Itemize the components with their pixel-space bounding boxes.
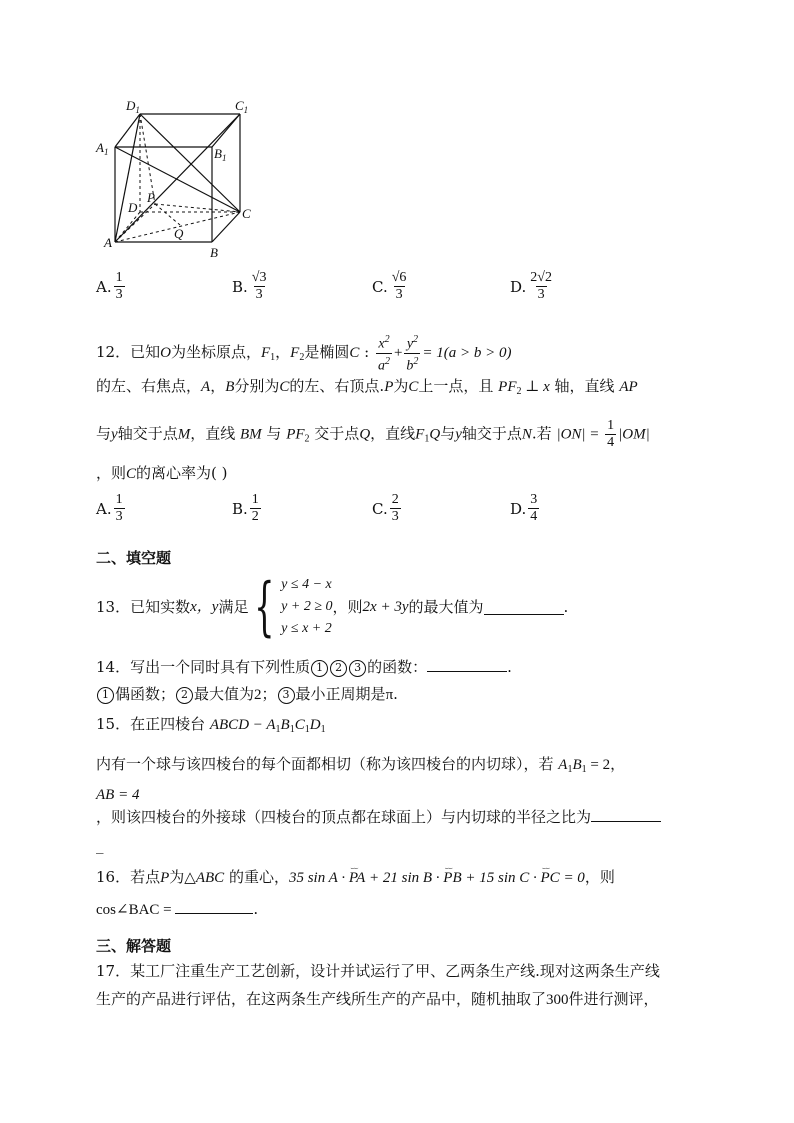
q16-line2: cos∠BAC = . <box>96 900 259 918</box>
q17-line1: 17．某工厂注重生产工艺创新，设计并试运行了甲、乙两条生产线.现对这两条生产线 <box>96 962 660 980</box>
system-brace: { <box>254 570 275 644</box>
circled-2: 2 <box>330 660 347 677</box>
q14-line1: 14．写出一个同时具有下列性质 1 2 3 的函数： . <box>96 658 512 676</box>
label-B: B <box>210 245 218 260</box>
q15-line2: 内有一个球与该四棱台的每个面都相切（称为该四棱台的内切球），若 $A_1B_1 = 2$， <box>96 755 626 775</box>
label-B1: $B_1$ <box>214 146 227 163</box>
label-C1: $C_1$ <box>235 98 249 115</box>
label-P: P <box>147 190 155 205</box>
q12-line3: 与y轴交于点M，直线 BM 与 $PF_2$ 交于点Q，直线$F_1Q$与y轴交于点N.若 |ON| = $\frac{1}{4}$ |OM| <box>96 418 650 450</box>
q12-option-c[interactable]: C. $\frac{2}{3}$ <box>372 492 399 524</box>
q12-line4: ，则C的离心率为( ) <box>96 464 228 482</box>
q16-line1: 16．若点P为△ABC 的重心，35 sin A · ⌣⌣ PA + 21 sin B · ⌣⌣ PB + 15 sin C · ⌣⌣ PC = 0，则 <box>96 866 615 889</box>
section-heading-answer: 三、解答题 <box>96 937 172 955</box>
circled-3: 3 <box>349 660 366 677</box>
q13-answer-blank[interactable] <box>484 600 564 615</box>
q14-answer-blank[interactable] <box>427 657 507 672</box>
q15-line4: ，则该四棱台的外接球（四棱台的顶点都在球面上）与内切球的半径之比为 <box>96 806 661 828</box>
q11-option-c[interactable]: C. $\frac{√6}{3}$ <box>372 270 407 302</box>
label-D: D <box>128 200 138 215</box>
q16-answer-blank[interactable] <box>175 899 253 914</box>
circled-1: 1 <box>311 660 328 677</box>
q15-line3: AB = 4 <box>96 787 140 803</box>
q11-option-b[interactable]: B. $\frac{√3}{3}$ <box>232 270 267 302</box>
q12-line1: 12．已知O为坐标原点，$F_1$，$F_2$是椭圆C : $\frac{x^2}{a^2}$ + $\frac{y^2}{b^2}$ = 1(a > b > 0) <box>96 334 512 374</box>
label-D1: $D_1$ <box>126 98 140 115</box>
q14-line2: 1 偶函数； 2 最大值为2； 3 最小正周期是π. <box>96 683 398 706</box>
q12-option-b[interactable]: B. $\frac{1}{2}$ <box>232 492 259 524</box>
label-A: A <box>104 235 112 250</box>
q11-option-a[interactable]: A. $\frac{1}{3}$ <box>96 270 123 302</box>
constraint-system: y ≤ 4 − x y + 2 ≥ 0 y ≤ x + 2 <box>281 577 333 636</box>
label-C: C <box>242 206 251 221</box>
q12-line2: 的左、右焦点，A，B分别为C的左、右顶点.P为C上一点，且 $PF_2$ ⊥ x 轴，直线 AP <box>96 377 638 397</box>
q11-option-d[interactable]: D. $\frac{2√2}{3}$ <box>510 270 552 302</box>
section-heading-fill-in: 二、填空题 <box>96 549 172 567</box>
q17-line2: 生产的产品进行评估，在这两条生产线所生产的产品中，随机抽取了300件进行测评， <box>96 990 659 1008</box>
q15-line1: 15．在正四棱台 ABCD − $A_1B_1C_1D_1$ <box>96 715 326 735</box>
cube-figure <box>90 92 270 262</box>
label-A1: $A_1$ <box>96 140 109 157</box>
q12-option-d[interactable]: D. $\frac{3}{4}$ <box>510 492 538 524</box>
q12-option-a[interactable]: A. $\frac{1}{3}$ <box>96 492 123 524</box>
q15-answer-blank[interactable] <box>591 807 661 822</box>
q15-line5: _ <box>96 836 104 854</box>
q13: 13． 已知实数 x，y 满足 { y ≤ 4 − x y + 2 ≥ 0 y ≤ x + 2 ，则 2x + 3y 的最大值为 . <box>96 570 569 644</box>
label-Q: Q <box>174 226 184 241</box>
